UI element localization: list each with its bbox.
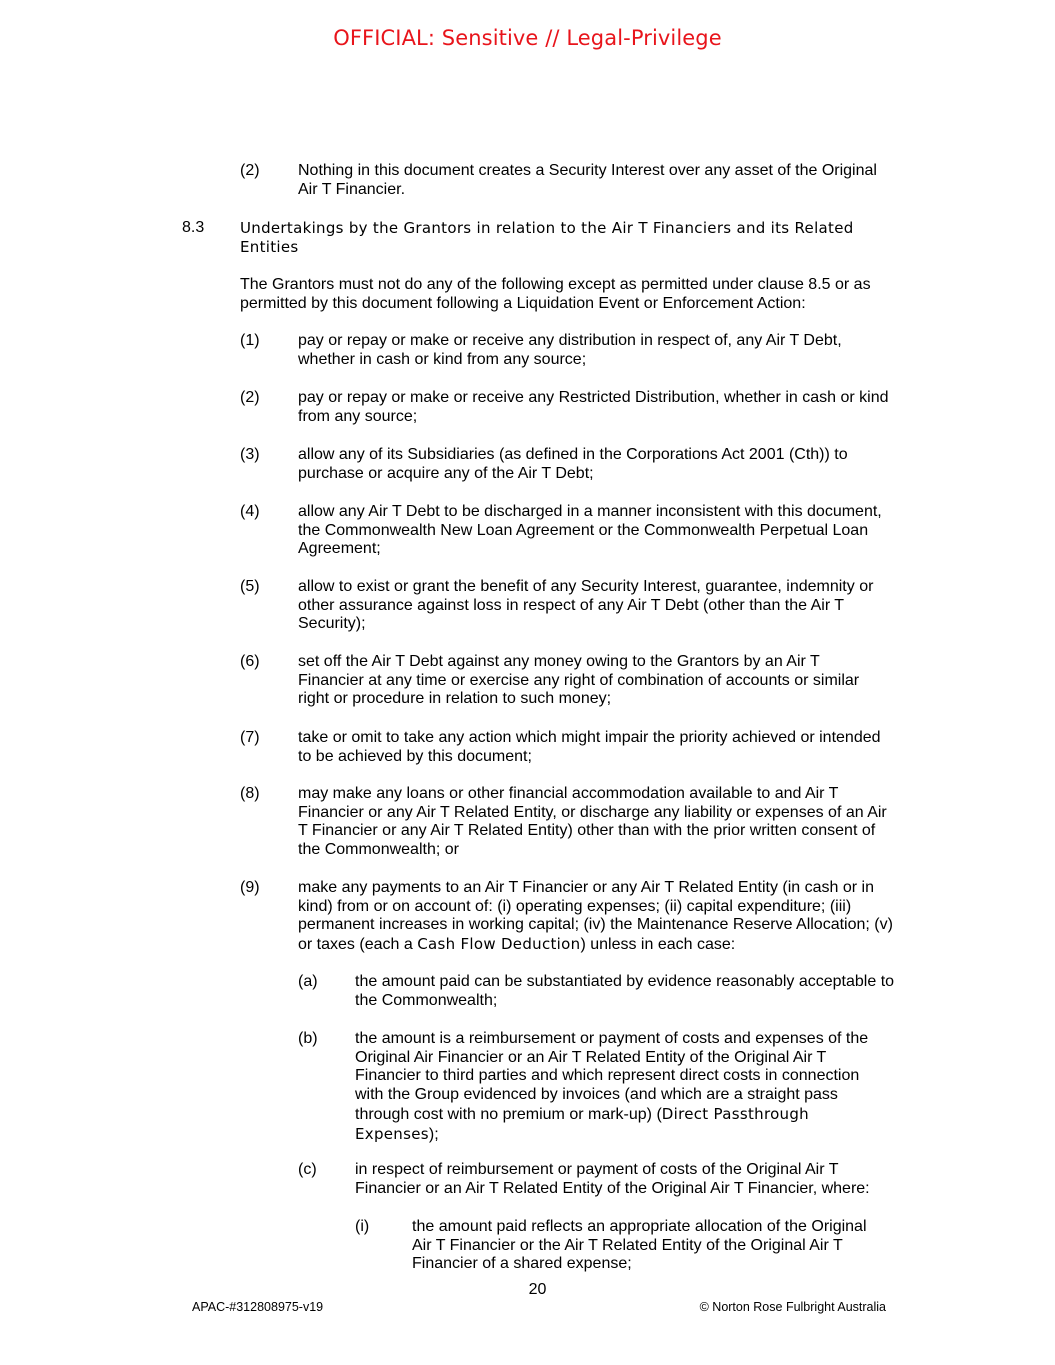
item-number: (4) — [240, 503, 260, 520]
defined-term: Cash Flow Deduction — [417, 935, 581, 954]
page-number: 20 — [528, 1281, 547, 1298]
item-text: pay or repay or make or receive any distribution in respect of, any Air T Debt, whether in cash or kind from any source; — [298, 332, 842, 368]
item-text: allow any of its Subsidiaries (as defined in the Corporations Act 2001 (Cth)) to purchase or acquire any of the Air T Debt; — [298, 446, 848, 482]
subitem-number: (c) — [298, 1161, 317, 1178]
subsubitem-text: the amount paid reflects an appropriate allocation of the Original Air T Financier or the Air T Related Entity of the Original Air T Financier of a shared expense; — [412, 1218, 867, 1273]
subitem-text: in respect of reimbursement or payment of costs of the Original Air T Financier or an Air T Related Entity of the Original Air T Financier, where: — [355, 1161, 870, 1197]
item-number: (9) — [240, 879, 260, 896]
item-text-part: make any payments to an Air T Financier or any Air T Related Entity (in cash or in kind) from or on account of: (i) operating expenses; (ii) capital expenditure; (iii) permanent increases in working capital; (iv) the Maintenance Reserve Allocation; (v) or taxes (each a — [298, 879, 893, 954]
clause-heading: Undertakings by the Grantors in relation to the Air T Financiers and its Related Entities — [240, 219, 854, 256]
subsubitem-number: (i) — [355, 1218, 370, 1235]
clause-number: 8.3 — [182, 219, 205, 236]
subitem-text: the amount paid can be substantiated by evidence reasonably acceptable to the Commonwealth; — [355, 973, 895, 1009]
item-number: (7) — [240, 729, 260, 746]
item-number: (3) — [240, 446, 260, 463]
item-number: (2) — [240, 162, 260, 179]
subitem-number: (b) — [298, 1030, 318, 1047]
subitem-text-part: the amount is a reimbursement or payment of costs and expenses of the Original Air Financier or an Air T Related Entity of the Original Air T Financier to third parties and which represent direct costs in connection with the Group evidenced by invoices (and which are a straight pass through cost with no premium or mark-up) ( — [355, 1030, 869, 1123]
subitem-text — [355, 1030, 885, 1144]
copyright-notice: © Norton Rose Fulbright Australia — [699, 1300, 886, 1314]
classification-marking: OFFICIAL: Sensitive // Legal-Privilege — [333, 26, 722, 50]
clause-intro: The Grantors must not do any of the following except as permitted under clause 8.5 or as permitted by this document following a Liquidation Event or Enforcement Action: — [240, 276, 871, 312]
item-number: (6) — [240, 653, 260, 670]
item-number: (8) — [240, 785, 260, 802]
item-text: allow to exist or grant the benefit of any Security Interest, guarantee, indemnity or other assurance against loss in respect of any Air T Debt (other than the Air T Security); — [298, 578, 874, 633]
document-reference: APAC-#312808975-v19 — [192, 1300, 324, 1314]
subitem-text-part: ); — [428, 1125, 439, 1143]
item-text: take or omit to take any action which might impair the priority achieved or intended to be achieved by this document; — [298, 729, 881, 765]
item-text: Nothing in this document creates a Security Interest over any asset of the Original Air T Financier. — [298, 162, 877, 198]
item-number: (5) — [240, 578, 260, 595]
item-text: pay or repay or make or receive any Restricted Distribution, whether in cash or kind from any source; — [298, 389, 889, 425]
item-text: allow any Air T Debt to be discharged in a manner inconsistent with this document, the Commonwealth New Loan Agreement or the Commonwealth Perpetual Loan Agreement; — [298, 503, 882, 558]
item-number: (2) — [240, 389, 260, 406]
item-text — [298, 879, 894, 955]
item-text: may make any loans or other financial accommodation available to and Air T Financier or any Air T Related Entity, or discharge any liability or expenses of an Air T Financier or any Air T Related Entity) other than with the prior written consent of the Commonwealth; or — [298, 785, 887, 859]
item-number: (1) — [240, 332, 260, 349]
item-text-part: ) unless in each case: — [580, 936, 736, 954]
defined-term: Direct Passthrough Expenses — [355, 1104, 809, 1143]
item-text: set off the Air T Debt against any money owing to the Grantors by an Air T Financier at any time or exercise any right of combination of accounts or similar right or procedure in relation to such money; — [298, 653, 860, 708]
subitem-number: (a) — [298, 973, 318, 990]
